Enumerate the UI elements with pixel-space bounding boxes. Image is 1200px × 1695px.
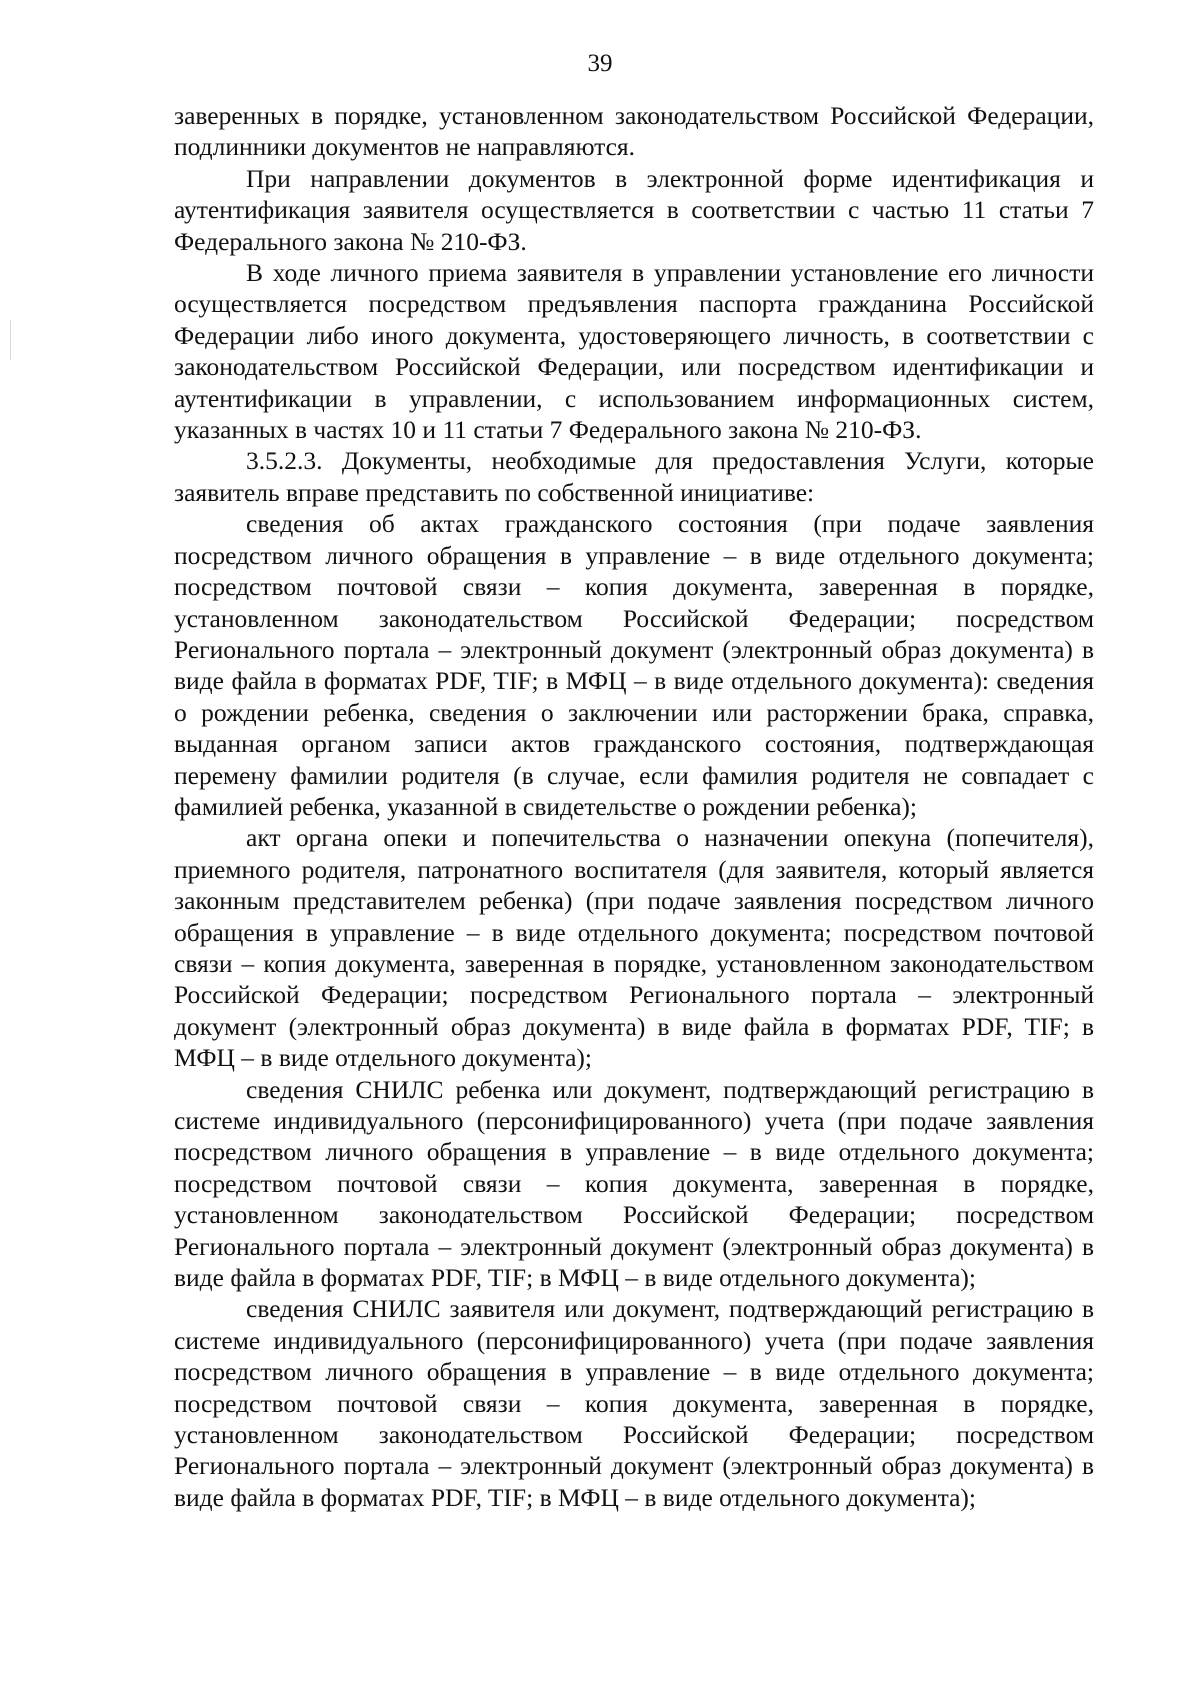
paragraph-continuation: заверенных в порядке, установленном законодательством Российской Федерации, подлинники документов не направляются.	[174, 101, 1094, 162]
paragraph-electronic-identification: При направлении документов в электронной форме идентификация и аутентификация заявителя осуществляется в соответствии с частью 11 статьи 7 Федерального закона № 210-ФЗ.	[174, 163, 1094, 256]
paragraph-guardianship-act: акт органа опеки и попечительства о назначении опекуна (попечителя), приемного родителя, патронатного воспитателя (для заявителя, который является законным представителем ребенка) (при подаче заявления посредством личного обращения в управление – в виде отдельного документа; посредством почтовой связи – копия документа, заверенная в порядке, установленном законодательством Российской Федерации; посредством Регионального портала – электронный документ (электронный образ документа) в виде файла в форматах PDF, TIF; в МФЦ – в виде отдельного документа);	[174, 823, 1094, 1073]
paragraph-personal-reception: В ходе личного приема заявителя в управлении установление его личности осуществляется посредством предъявления паспорта гражданина Российской Федерации либо иного документа, удостоверяющего личность, в соответствии с законодательством Российской Федерации, или посредством идентификации и аутентификации в управлении, с использованием информационных систем, указанных в частях 10 и 11 статьи 7 Федерального закона № 210-ФЗ.	[174, 258, 1094, 445]
page-number: 39	[587, 50, 613, 77]
scan-margin-mark	[10, 320, 11, 360]
paragraph-applicant-snils: сведения СНИЛС заявителя или документ, подтверждающий регистрацию в системе индивидуального (персонифицированного) учета (при подаче заявления посредством личного обращения в управление – в виде отдельного документа; посредством почтовой связи – копия документа, заверенная в порядке, установленном законодательством Российской Федерации; посредством Регионального портала – электронный документ (электронный образ документа) в виде файла в форматах PDF, TIF; в МФЦ – в виде отдельного документа);	[174, 1294, 1094, 1512]
paragraph-child-snils: сведения СНИЛС ребенка или документ, подтверждающий регистрацию в системе индивидуального (персонифицированного) учета (при подаче заявления посредством личного обращения в управление – в виде отдельного документа; посредством почтовой связи – копия документа, заверенная в порядке, установленном законодательством Российской Федерации; посредством Регионального портала – электронный документ (электронный образ документа) в виде файла в форматах PDF, TIF; в МФЦ – в виде отдельного документа);	[174, 1074, 1094, 1293]
paragraph-civil-status-records: сведения об актах гражданского состояния (при подаче заявления посредством личного обращения в управление – в виде отдельного документа; посредством почтовой связи – копия документа, заверенная в порядке, установленном законодательством Российской Федерации; посредством Регионального портала – электронный документ (электронный образ документа) в виде файла в форматах PDF, TIF; в МФЦ – в виде отдельного документа): сведения о рождении ребенка, сведения о заключении или расторжении брака, справка, выданная органом записи актов гражданского состояния, подтверждающая перемену фамилии родителя (в случае, если фамилия родителя не совпадает с фамилией ребенка, указанной в свидетельстве о рождении ребенка);	[174, 509, 1094, 821]
document-body	[174, 100, 1094, 1513]
paragraph-section-3-5-2-3: 3.5.2.3. Документы, необходимые для предоставления Услуги, которые заявитель вправе представить по собственной инициативе:	[174, 446, 1094, 507]
